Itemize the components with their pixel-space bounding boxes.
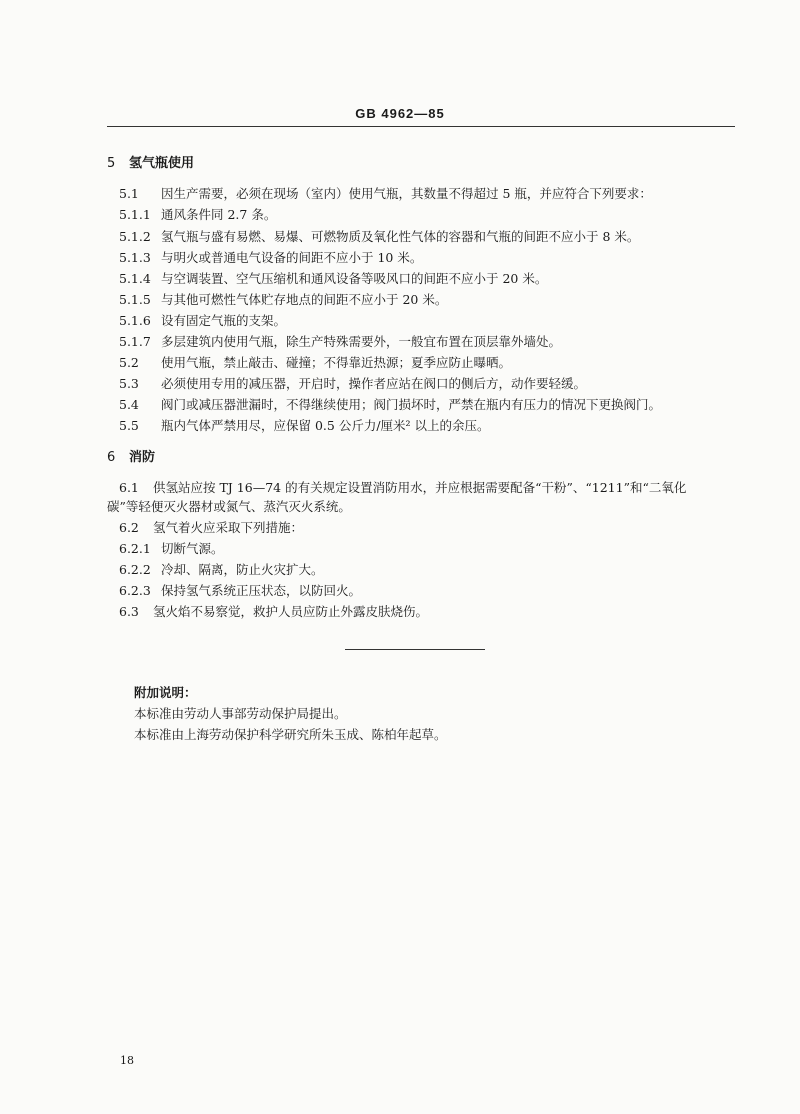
clause-6-3: 6.3 氢火焰不易察觉，救护人员应防止外露皮肤烧伤。 xyxy=(119,604,429,619)
clause-5-1-7: 5.1.7 多层建筑内使用气瓶，除生产特殊需要外，一般宜布置在顶层靠外墙处。 xyxy=(119,334,562,349)
clause-6-2: 6.2 氢气着火应采取下列措施： xyxy=(119,520,304,535)
section-5-heading xyxy=(107,152,194,171)
clause-5-1-5: 5.1.5 与其他可燃性气体贮存地点的间距不应小于 20 米。 xyxy=(119,292,448,307)
clause-6-1-continued: 碳”等轻便灭火器材或氮气、蒸汽灭火系统。 xyxy=(107,499,351,514)
section-number: 6 xyxy=(107,450,116,465)
clause-6-2-3: 6.2.3 保持氢气系统正压状态，以防回火。 xyxy=(119,583,362,598)
clause-5-1-6: 5.1.6 设有固定气瓶的支架。 xyxy=(119,313,287,328)
clause-6-2-2: 6.2.2 冷却、隔离，防止火灾扩大。 xyxy=(119,562,324,577)
section-number: 5 xyxy=(107,156,116,171)
section-title: 消防 xyxy=(129,450,156,465)
clause-5-1: 5.1 因生产需要，必须在现场（室内）使用气瓶，其数量不得超过 5 瓶，并应符合下列要求： xyxy=(119,186,652,201)
note-line-2: 本标准由上海劳动保护科学研究所朱玉成、陈柏年起草。 xyxy=(134,727,447,742)
clause-5-1-1: 5.1.1 通风条件同 2.7 条。 xyxy=(119,207,277,222)
clause-6-2-1: 6.2.1 切断气源。 xyxy=(119,541,224,556)
clause-5-4: 5.4 阀门或减压器泄漏时，不得继续使用；阀门损坏时，严禁在瓶内有压力的情况下更换阀门。 xyxy=(119,397,662,412)
header-rule xyxy=(107,126,735,127)
end-rule xyxy=(345,649,485,650)
note-line-1: 本标准由劳动人事部劳动保护局提出。 xyxy=(134,706,347,721)
page-number: 18 xyxy=(120,1054,134,1067)
clause-5-2: 5.2 使用气瓶，禁止敲击、碰撞；不得靠近热源；夏季应防止曝晒。 xyxy=(119,355,512,370)
clause-5-1-2: 5.1.2 氢气瓶与盛有易燃、易爆、可燃物质及氧化性气体的容器和气瓶的间距不应小于 8 米。 xyxy=(119,229,640,244)
clause-6-1: 6.1 供氢站应按 TJ 16—74 的有关规定设置消防用水，并应根据需要配备“干粉”、“1211”和“二氧化 xyxy=(119,480,687,495)
note-title: 附加说明： xyxy=(134,685,197,700)
clause-5-3: 5.3 必须使用专用的减压器，开启时，操作者应站在阀口的侧后方，动作要轻缓。 xyxy=(119,376,587,391)
standard-code-header: GB 4962—85 xyxy=(355,106,445,121)
section-6-heading xyxy=(107,446,155,465)
clause-5-5: 5.5 瓶内气体严禁用尽，应保留 0.5 公斤力/厘米² 以上的余压。 xyxy=(119,418,490,433)
clause-5-1-4: 5.1.4 与空调装置、空气压缩机和通风设备等吸风口的间距不应小于 20 米。 xyxy=(119,271,548,286)
clause-5-1-3: 5.1.3 与明火或普通电气设备的间距不应小于 10 米。 xyxy=(119,250,423,265)
section-title: 氢气瓶使用 xyxy=(129,156,195,171)
